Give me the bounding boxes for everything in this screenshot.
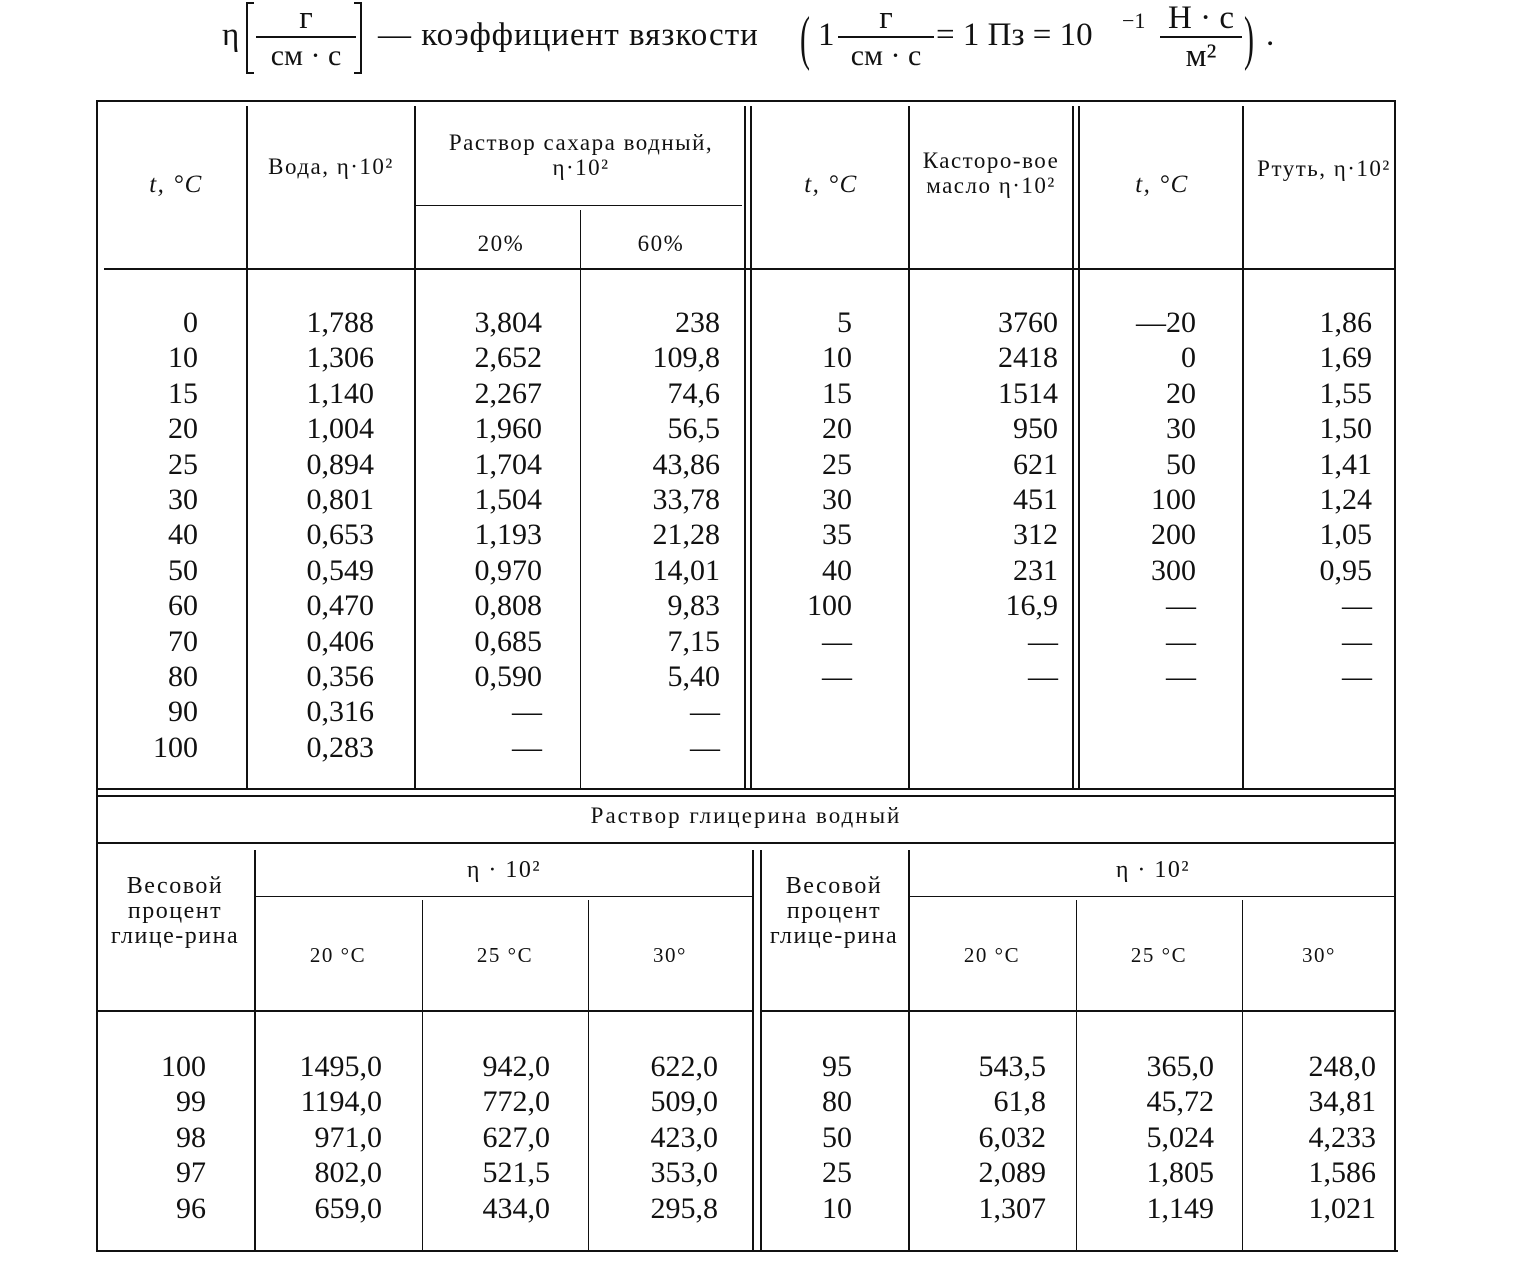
mercury-cell: 1,05	[1319, 518, 1372, 552]
header-25c-right: 25 °C	[1130, 943, 1188, 967]
glycerin-left-20-cell: 659,0	[314, 1191, 382, 1225]
header-t-3: t, °C	[1135, 171, 1189, 198]
column-sugar-20	[426, 305, 542, 765]
sugar20-cell: 0,685	[474, 624, 542, 658]
mercury-cell: 1,55	[1319, 376, 1372, 410]
sugar20-cell: 0,590	[474, 659, 542, 693]
eq-one: 1	[818, 17, 835, 53]
t3-cell: 50	[1166, 447, 1196, 481]
glycerin-left-25-cell: 627,0	[482, 1120, 550, 1154]
t2-cell: 5	[837, 306, 852, 339]
column-glycerin-pct-right	[762, 1049, 852, 1226]
header-t-1: t, °C	[149, 171, 203, 198]
t2-cell: 10	[822, 341, 852, 375]
table-bottom-border	[96, 1250, 1398, 1252]
mercury-cell: 0,95	[1319, 553, 1372, 587]
t1-cell: 20	[168, 412, 198, 446]
water-cell: 0,406	[306, 624, 374, 658]
t2-cell: 15	[822, 376, 852, 410]
header-glycerin-pct-right: Весовой процент глице-рина	[769, 873, 899, 949]
t1-cell: 50	[168, 553, 198, 587]
castor-cell: 231	[1013, 553, 1058, 587]
castor-cell: —	[1028, 624, 1058, 658]
header-glycerin-pct-left: Весовой процент глице-рина	[110, 873, 240, 949]
glycerin-right-20-cell: 1,307	[978, 1191, 1046, 1225]
glycerin-right-30-cell: 1,586	[1308, 1156, 1376, 1190]
mercury-cell: 1,41	[1319, 447, 1372, 481]
t2-cell: 25	[822, 447, 852, 481]
glycerin-left-30-cell: 509,0	[650, 1085, 718, 1119]
glycerin-left-30-cell: 423,0	[650, 1120, 718, 1154]
close-paren: )	[1244, 5, 1254, 71]
mercury-cell: 1,86	[1319, 306, 1372, 339]
glycerin-left-30-cell: 353,0	[650, 1156, 718, 1190]
formula-header	[0, 0, 1527, 90]
water-cell: 0,894	[306, 447, 374, 481]
sugar20-cell: 0,970	[474, 553, 542, 587]
t1-cell: 10	[168, 341, 198, 375]
sugar20-cell: —	[512, 730, 542, 764]
glycerin-right-header-bottom	[762, 1010, 1396, 1012]
t3-cell: 30	[1166, 412, 1196, 446]
column-glycerin-25-left	[426, 1049, 550, 1226]
sugar20-cell: 3,804	[474, 306, 542, 339]
glycerin-left-20-cell: 802,0	[314, 1156, 382, 1190]
glycerin-left-30-cell: 622,0	[650, 1050, 718, 1083]
t3-cell: 200	[1151, 518, 1196, 552]
glycerin-left-20-cell: 1194,0	[300, 1085, 382, 1119]
column-t1	[96, 305, 198, 765]
water-cell: 0,549	[306, 553, 374, 587]
sugar60-cell: 109,8	[652, 341, 720, 375]
mercury-cell: 1,50	[1319, 412, 1372, 446]
header-eta-left: η · 10²	[466, 857, 542, 883]
castor-cell: 950	[1013, 412, 1058, 446]
column-t2	[756, 305, 852, 694]
sugar20-cell: 2,267	[474, 376, 542, 410]
header-20c-right: 20 °C	[963, 943, 1021, 967]
sugar60-cell: 5,40	[667, 659, 720, 693]
glycerin-right-pct-cell: 95	[822, 1050, 852, 1083]
table-top-border	[96, 100, 1396, 102]
glycerin-right-20-cell: 61,8	[993, 1085, 1046, 1119]
glycerin-left-eta-line	[256, 896, 752, 897]
si-fraction: Н · с м²	[1160, 0, 1242, 74]
castor-cell: 1514	[998, 376, 1058, 410]
mercury-cell: 1,24	[1319, 482, 1372, 516]
sugar20-cell: 1,504	[474, 482, 542, 516]
top-section-end-line	[96, 788, 1396, 790]
t2-cell: 40	[822, 553, 852, 587]
glycerin-right-25-cell: 1,805	[1146, 1156, 1214, 1190]
column-glycerin-25-right	[1078, 1049, 1214, 1226]
description-text: — коэффициент вязкости	[378, 17, 759, 53]
mercury-cell: —	[1342, 659, 1372, 693]
eq-middle: = 1 Пз = 10	[936, 17, 1093, 53]
glycerin-right-pct-cell: 50	[822, 1120, 852, 1154]
castor-cell: —	[1028, 659, 1058, 693]
table-right-border	[1394, 100, 1396, 1252]
column-t3	[1086, 305, 1196, 694]
water-cell: 0,653	[306, 518, 374, 552]
water-cell: 0,316	[306, 695, 374, 729]
t3-cell: 300	[1151, 553, 1196, 587]
castor-cell: 451	[1013, 482, 1058, 516]
top-section-end-line-2	[96, 795, 1396, 797]
t3-cell: 20	[1166, 376, 1196, 410]
castor-cell: 3760	[998, 306, 1058, 339]
t1-cell: 80	[168, 659, 198, 693]
water-cell: 1,004	[306, 412, 374, 446]
eq-fraction: г см · с	[838, 0, 934, 74]
water-cell: 1,140	[306, 376, 374, 410]
castor-cell: 312	[1013, 518, 1058, 552]
t1-cell: 90	[168, 695, 198, 729]
glycerin-right-30-cell: 34,81	[1308, 1085, 1376, 1119]
header-30-right: 30°	[1302, 943, 1336, 967]
glycerin-right-30-cell: 4,233	[1308, 1120, 1376, 1154]
glycerin-left-header-bottom	[96, 1010, 752, 1012]
column-water	[256, 305, 374, 765]
glycerin-right-20-cell: 2,089	[978, 1156, 1046, 1190]
header-25c-left: 25 °C	[476, 943, 534, 967]
sugar-subheader-line	[414, 205, 742, 206]
sugar60-cell: 21,28	[652, 518, 720, 552]
header-20c-left: 20 °C	[309, 943, 367, 967]
castor-cell: 16,9	[1005, 589, 1058, 623]
sugar60-cell: 9,83	[667, 589, 720, 623]
t3-cell: —	[1166, 624, 1196, 658]
castor-cell: 2418	[998, 341, 1058, 375]
t2-cell: —	[822, 659, 852, 693]
sugar20-cell: 1,960	[474, 412, 542, 446]
glycerin-title: Раствор глицерина водный	[590, 803, 902, 828]
header-sugar-60: 60%	[637, 231, 685, 256]
t3-cell: 100	[1151, 482, 1196, 516]
t1-cell: 30	[168, 482, 198, 516]
glycerin-right-30-cell: 248,0	[1308, 1050, 1376, 1083]
glycerin-left-30-cell: 295,8	[650, 1191, 718, 1225]
t1-cell: 70	[168, 624, 198, 658]
water-cell: 1,306	[306, 341, 374, 375]
t1-cell: 40	[168, 518, 198, 552]
sugar60-cell: 14,01	[652, 553, 720, 587]
end-period: .	[1266, 17, 1275, 53]
sugar20-cell: 0,808	[474, 589, 542, 623]
column-castor	[948, 305, 1058, 694]
sugar60-cell: 7,15	[667, 624, 720, 658]
t3-cell: —	[1166, 589, 1196, 623]
glycerin-left-pct-cell: 96	[176, 1191, 206, 1225]
t3-cell: 0	[1181, 341, 1196, 375]
mercury-cell: —	[1342, 589, 1372, 623]
column-mercury	[1256, 305, 1372, 694]
header-castor: Касторо-вое масло η·10²	[922, 148, 1060, 198]
castor-cell: 621	[1013, 447, 1058, 481]
viscosity-table	[96, 100, 1396, 1252]
header-sugar: Раствор сахара водный, η·10²	[448, 130, 714, 180]
glycerin-right-25-cell: 5,024	[1146, 1120, 1214, 1154]
sugar60-cell: 56,5	[667, 412, 720, 446]
column-glycerin-30-left	[592, 1049, 718, 1226]
t1-cell: 60	[168, 589, 198, 623]
mercury-cell: —	[1342, 624, 1372, 658]
sugar20-cell: 2,652	[474, 341, 542, 375]
sugar60-cell: —	[690, 695, 720, 729]
glycerin-left-pct-cell: 98	[176, 1120, 206, 1154]
t2-cell: 30	[822, 482, 852, 516]
sugar20-cell: 1,193	[474, 518, 542, 552]
sugar60-cell: 238	[675, 306, 720, 339]
glycerin-right-25-cell: 1,149	[1146, 1191, 1214, 1225]
glycerin-title-line	[96, 842, 1396, 844]
sugar20-cell: 1,704	[474, 447, 542, 481]
header-mercury: Ртуть, η·10²	[1257, 156, 1391, 181]
glycerin-left-25-cell: 521,5	[482, 1156, 550, 1190]
unit-fraction: г см · с	[256, 0, 356, 74]
eq-exponent: −1	[1122, 8, 1146, 33]
glycerin-right-30-cell: 1,021	[1308, 1191, 1376, 1225]
glycerin-left-20-cell: 1495,0	[299, 1050, 382, 1083]
header-eta-right: η · 10²	[1115, 857, 1191, 883]
glycerin-right-pct-cell: 10	[822, 1191, 852, 1225]
sugar60-cell: 74,6	[667, 376, 720, 410]
t2-cell: 20	[822, 412, 852, 446]
t1-cell: 25	[168, 447, 198, 481]
glycerin-left-25-cell: 942,0	[482, 1050, 550, 1083]
t1-cell: 15	[168, 376, 198, 410]
glycerin-right-pct-cell: 25	[822, 1156, 852, 1190]
glycerin-left-20-cell: 971,0	[314, 1120, 382, 1154]
t2-cell: 100	[807, 589, 852, 623]
glycerin-left-25-cell: 434,0	[482, 1191, 550, 1225]
sugar60-cell: 43,86	[652, 447, 720, 481]
water-cell: 0,356	[306, 659, 374, 693]
header-30-left: 30°	[653, 943, 687, 967]
glycerin-left-pct-cell: 99	[176, 1085, 206, 1119]
sugar60-cell: —	[690, 730, 720, 764]
column-sugar-60	[594, 305, 720, 765]
sugar20-cell: —	[512, 695, 542, 729]
water-cell: 0,470	[306, 589, 374, 623]
glycerin-left-pct-cell: 97	[176, 1156, 206, 1190]
glycerin-right-20-cell: 6,032	[978, 1120, 1046, 1154]
t3-cell: —20	[1136, 306, 1196, 339]
t2-cell: —	[822, 624, 852, 658]
column-glycerin-pct-left	[96, 1049, 206, 1226]
glycerin-right-25-cell: 365,0	[1146, 1050, 1214, 1083]
header-water: Вода, η·10²	[268, 154, 394, 179]
header-sugar-20: 20%	[477, 231, 525, 256]
t2-cell: 35	[822, 518, 852, 552]
water-cell: 0,283	[306, 730, 374, 764]
glycerin-right-20-cell: 543,5	[978, 1050, 1046, 1083]
t3-cell: —	[1166, 659, 1196, 693]
column-glycerin-20-right	[910, 1049, 1046, 1226]
open-paren: (	[800, 5, 810, 71]
glycerin-right-25-cell: 45,72	[1146, 1085, 1214, 1119]
header-t-2: t, °C	[804, 171, 858, 198]
glycerin-left-pct-cell: 100	[161, 1050, 206, 1083]
t1-cell: 100	[153, 730, 198, 764]
column-glycerin-30-right	[1244, 1049, 1376, 1226]
mercury-cell: 1,69	[1319, 341, 1372, 375]
water-cell: 1,788	[306, 306, 374, 339]
sugar60-cell: 33,78	[652, 482, 720, 516]
glycerin-left-25-cell: 772,0	[482, 1085, 550, 1119]
glycerin-right-eta-line	[910, 896, 1396, 897]
water-cell: 0,801	[306, 482, 374, 516]
t1-cell: 0	[183, 306, 198, 339]
left-bracket	[246, 2, 254, 74]
right-bracket	[354, 2, 362, 74]
glycerin-right-pct-cell: 80	[822, 1085, 852, 1119]
column-glycerin-20-left	[256, 1049, 382, 1226]
eta-symbol: η	[222, 17, 240, 53]
